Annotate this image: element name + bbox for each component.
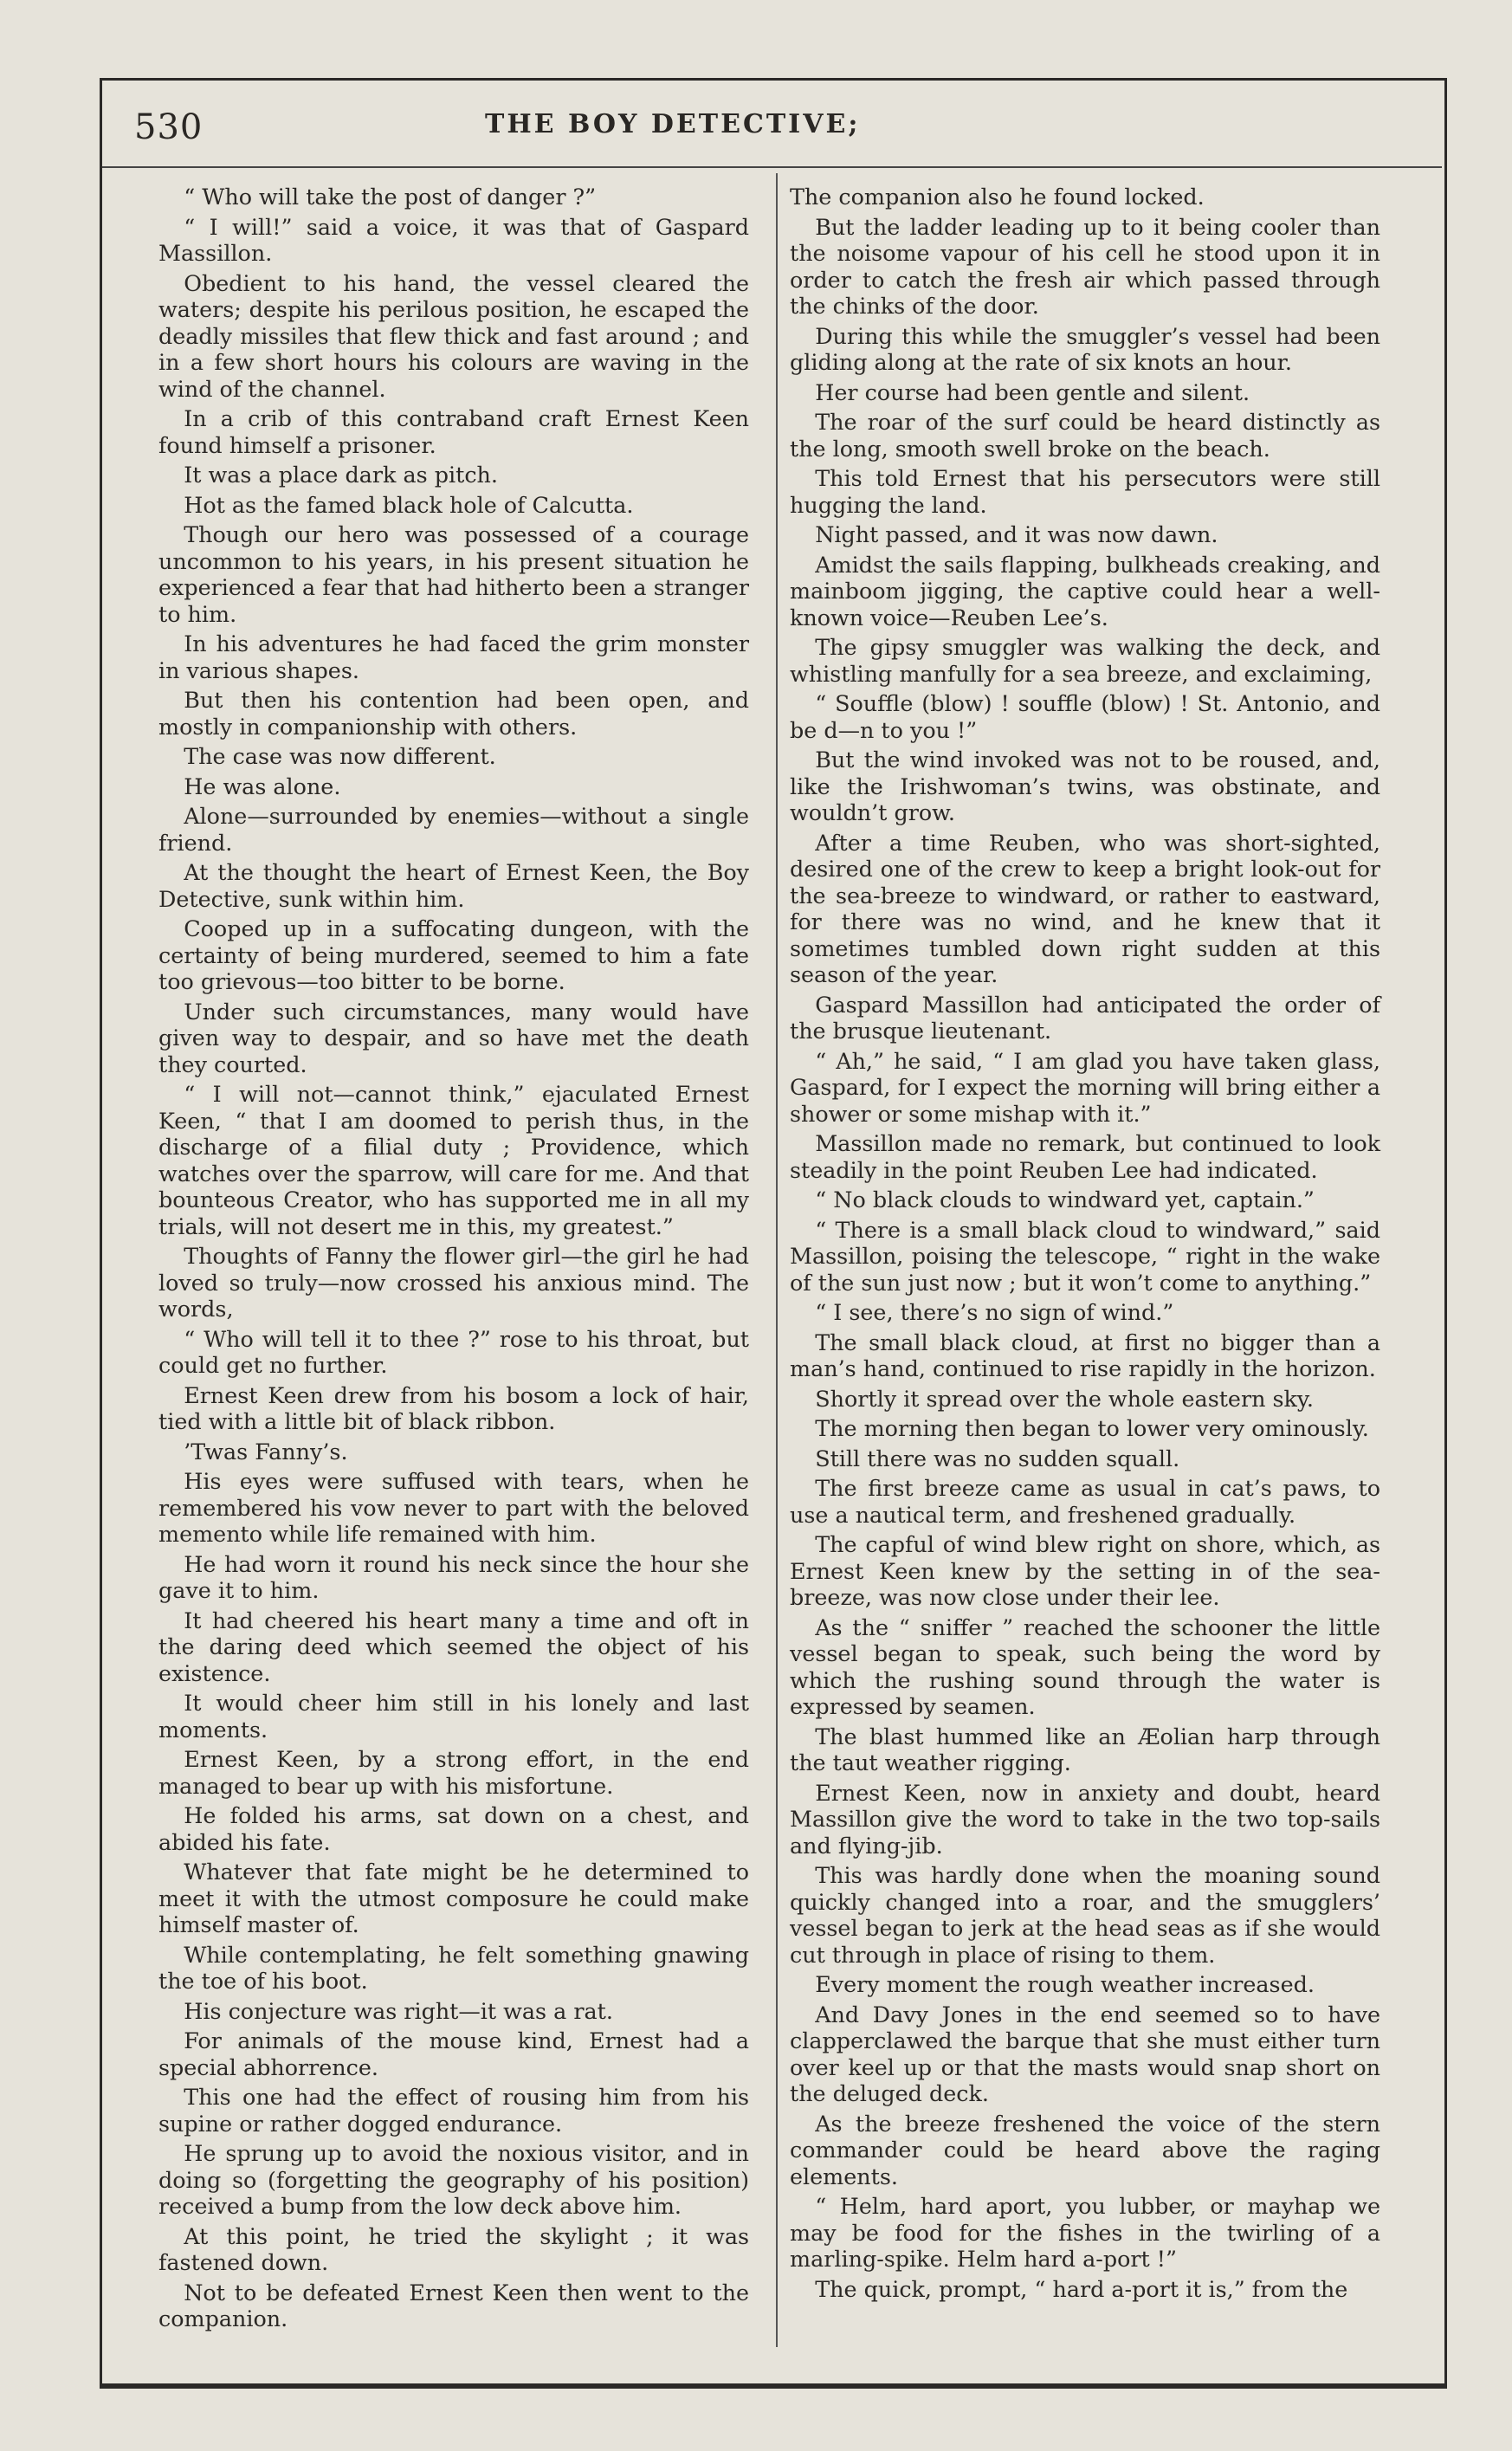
paragraph: “ I will not—cannot think,” ejaculated Ernest Keen, “ that I am doomed to perish thus, in the discharge of a filial duty ; Providence, which watches over the sparrow, will care for me. And that bounteous Creator, who has supported me in all my trials, will not desert me in this, my greatest.” [158,1081,749,1239]
paragraph: “ Who will tell it to thee ?” rose to his throat, but could get no further. [158,1325,749,1378]
paragraph: At the thought the heart of Ernest Keen, the Boy Detective, sunk within him. [158,859,749,912]
paragraph: The quick, prompt, “ hard a-port it is,” from the [815,2275,1348,2302]
paragraph: “ I will!” said a voice, it was that of Gaspard Massillon. [158,213,749,266]
paragraph: This told Ernest that his persecutors were still hugging the land. [790,465,1380,518]
paragraph: Thoughts of Fanny the flower girl—the girl he had loved so truly—now crossed his anxious mind. The words, [158,1243,749,1322]
paragraph: “ Ah,” he said, “ I am glad you have taken glass, Gaspard, for I expect the morning will bring either a shower or some mishap with it.” [790,1047,1380,1127]
paragraph: Under such circumstances, many would have given way to despair, and so have met the death they courted. [158,998,749,1077]
paragraph: He was alone. [184,773,341,799]
paragraph: “ Who will take the post of danger ?” [184,184,597,210]
right-column [790,184,1380,2305]
paragraph: But then his contention had been open, and mostly in companionship with others. [158,687,749,740]
paragraph: Amidst the sails flapping, bulkheads creaking, and mainboom jigging, the captive could hear a well-known voice—Reuben Lee’s. [790,551,1380,631]
paragraph: Every moment the rough weather increased. [815,1971,1315,1997]
paragraph: The roar of the surf could be heard distinctly as the long, smooth swell broke on the beach. [790,409,1380,462]
paragraph: It would cheer him still in his lonely and last moments. [158,1690,749,1743]
header-rule [102,166,1442,168]
paragraph: The gipsy smuggler was walking the deck, and whistling manfully for a sea breeze, and exclaiming, [790,634,1380,687]
paragraph: Obedient to his hand, the vessel cleared the waters; despite his perilous position, he escaped the deadly missiles that flew thick and fast around ; and in a few short hours his colours are waving in the wind of the channel. [158,269,749,402]
paragraph: Ernest Keen, by a strong effort, in the end managed to bear up with his misfortune. [158,1746,749,1799]
paragraph: “ Souffle (blow) ! souffle (blow) ! St. Antonio, and be d—n to you !” [790,690,1380,743]
paragraph: He had worn it round his neck since the hour she gave it to him. [158,1550,749,1603]
paragraph: And Davy Jones in the end seemed so to have clapperclawed the barque that she must either turn over keel up or that the masts would snap short on the deluged deck. [790,2001,1380,2106]
paragraph: Her course had been gentle and silent. [815,378,1250,405]
paragraph: “ Helm, hard aport, you lubber, or mayhap we may be food for the fishes in the twirling of a marling-spike. Helm hard a-port !” [790,2193,1380,2272]
bottom-rule [100,2383,1444,2389]
paragraph: “ No black clouds to windward yet, captain.” [815,1187,1315,1213]
paragraph: As the “ sniffer ” reached the schooner the little vessel began to speak, such being the word by which the rushing sound through the water is expressed by seamen. [790,1614,1380,1719]
paragraph: After a time Reuben, who was short-sighted, desired one of the crew to keep a bright look-out for the sea-breeze to windward, or rather to eastward, for there was no wind, and he knew that it sometimes tumbled down right sudden at this season of the year. [790,829,1380,987]
paragraph: During this while the smuggler’s vessel had been gliding along at the rate of six knots an hour. [790,322,1380,375]
paragraph: But the ladder leading up to it being cooler than the noisome vapour of his cell he stood upon it in order to catch the fresh air which passed through the chinks of the door. [790,213,1380,319]
paragraph: Alone—surrounded by enemies—without a single friend. [158,803,749,856]
paragraph: “ I see, there’s no sign of wind.” [815,1299,1174,1325]
paragraph: He folded his arms, sat down on a chest, and abided his fate. [158,1802,749,1855]
paragraph: In his adventures he had faced the grim monster in various shapes. [158,631,749,683]
paragraph: Cooped up in a suffocating dungeon, with the certainty of being murdered, seemed to him a fate too grievous—too bitter to be borne. [158,915,749,994]
running-title: THE BOY DETECTIVE; [485,109,861,139]
paragraph: The small black cloud, at first no bigger than a man’s hand, continued to rise rapidly in the horizon. [790,1329,1380,1381]
paragraph: For animals of the mouse kind, Ernest had a special abhorrence. [158,2027,749,2080]
paragraph: ’Twas Fanny’s. [184,1438,348,1465]
paragraph: As the breeze freshened the voice of the stern commander could be heard above the raging elements. [790,2110,1380,2189]
paragraph: While contemplating, he felt something gnawing the toe of his boot. [158,1941,749,1994]
paragraph: This was hardly done when the moaning sound quickly changed into a roar, and the smugglers’ vessel began to jerk at the head seas as if she would cut through in place of rising to them. [790,1862,1380,1968]
paragraph: Not to be defeated Ernest Keen then went to the companion. [158,2279,749,2331]
paragraph: Hot as the famed black hole of Calcutta. [184,491,634,518]
column-divider [776,173,778,2347]
paragraph: At this point, he tried the skylight ; it was fastened down. [158,2222,749,2275]
paragraph: His eyes were suffused with tears, when he remembered his vow never to part with the beloved memento while life remained with him. [158,1468,749,1547]
paragraph: His conjecture was right—it was a rat. [184,1997,613,2024]
paragraph: “ There is a small black cloud to windward,” said Massillon, poising the telescope, “ right in the wake of the sun just now ; but it won’t come to anything.” [790,1216,1380,1296]
paragraph: Gaspard Massillon had anticipated the order of the brusque lieutenant. [790,991,1380,1044]
paragraph: In a crib of this contraband craft Ernest Keen found himself a prisoner. [158,405,749,458]
paragraph: The first breeze came as usual in cat’s paws, to use a nautical term, and freshened gradually. [790,1475,1380,1528]
paragraph: The morning then began to lower very ominously. [815,1415,1369,1441]
paragraph: Ernest Keen, now in anxiety and doubt, heard Massillon give the word to take in the two top-sails and flying-jib. [790,1779,1380,1859]
paragraph: Still there was no sudden squall. [815,1445,1180,1471]
paragraph: Ernest Keen drew from his bosom a lock of hair, tied with a little bit of black ribbon. [158,1381,749,1434]
paragraph: It had cheered his heart many a time and oft in the daring deed which seemed the object of his existence. [158,1607,749,1686]
paragraph: This one had the effect of rousing him from his supine or rather dogged endurance. [158,2084,749,2137]
paragraph: The companion also he found locked. [790,184,1205,210]
paragraph: The case was now different. [184,743,496,769]
paragraph: Whatever that fate might be he determined to meet it with the utmost composure he could make himself master of. [158,1859,749,1937]
paragraph: It was a place dark as pitch. [184,462,498,488]
paragraph: The capful of wind blew right on shore, which, as Ernest Keen knew by the setting in of the sea-breeze, was now close under their lee. [790,1531,1380,1610]
paragraph: He sprung up to avoid the noxious visitor, and in doing so (forgetting the geography of his position) received a bump from the low deck above him. [158,2140,749,2219]
paragraph: Night passed, and it was now dawn. [815,521,1218,547]
paragraph: Shortly it spread over the whole eastern sky. [815,1385,1314,1412]
paragraph: Though our hero was possessed of a courage uncommon to his years, in his present situation he experienced a fear that had hitherto been a stranger to him. [158,521,749,627]
paragraph: Massillon made no remark, but continued to look steadily in the point Reuben Lee had indicated. [790,1130,1380,1183]
page-number: 530 [134,107,204,147]
paragraph: But the wind invoked was not to be roused, and, like the Irishwoman’s twins, was obstinate, and wouldn’t grow. [790,747,1380,825]
paragraph: The blast hummed like an Æolian harp through the taut weather rigging. [790,1723,1380,1775]
left-column [158,184,749,2336]
